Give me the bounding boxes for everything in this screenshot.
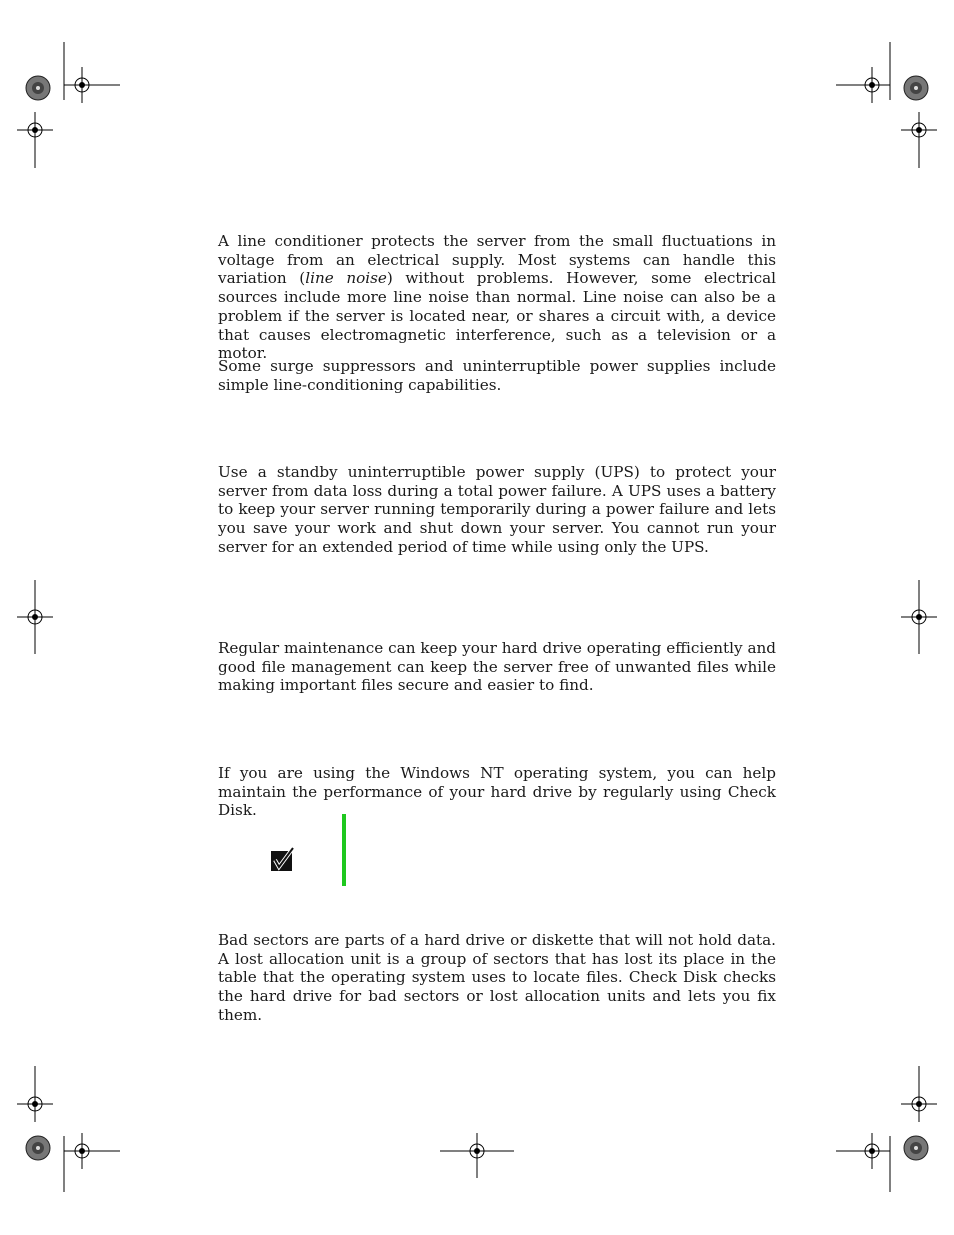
registration-mark — [854, 1133, 890, 1169]
registration-mark — [64, 67, 100, 103]
paragraph-text: A line conditioner protects the server from the small fluctuations in voltage from an electrical supply. Most systems can handle this variation ( — [218, 232, 776, 288]
paragraph-maintenance: Regular maintenance can keep your hard drive operating efficiently and good file management can keep the server free of unwanted files while making important files secure and easier to find. — [218, 639, 776, 695]
paragraph-check-disk-intro: If you are using the Windows NT operating system, you can help maintain the performance of your hard drive by regularly using Check Disk. — [218, 764, 776, 820]
paragraph-ups: Use a standby uninterruptible power supply (UPS) to protect your server from data loss during a total power failure. A UPS uses a battery to keep your server running temporarily during a power failure and lets you save your work and shut down your server. You cannot run your server for an extended period of time while using only the UPS. — [218, 463, 776, 556]
color-target — [26, 1136, 50, 1160]
registration-mark — [17, 599, 53, 635]
registration-mark — [901, 112, 937, 148]
registration-mark — [901, 1086, 937, 1122]
registration-mark — [17, 1086, 53, 1122]
color-target — [904, 1136, 928, 1160]
registration-mark — [901, 599, 937, 635]
color-target — [26, 76, 50, 100]
paragraph-line-conditioner — [218, 232, 776, 363]
registration-mark — [459, 1133, 495, 1169]
checkmark-note-icon — [268, 846, 296, 874]
paragraph-bad-sectors: Bad sectors are parts of a hard drive or diskette that will not hold data. A lost allocation unit is a group of sectors that has lost its place in the table that the operating system uses to locate files. Check Disk checks the hard drive for bad sectors or lost allocation units and lets you fix them. — [218, 931, 776, 1024]
note-bar — [342, 814, 346, 886]
registration-mark — [854, 67, 890, 103]
emphasis-line-noise: line noise — [305, 269, 387, 288]
color-target — [904, 76, 928, 100]
registration-mark — [64, 1133, 100, 1169]
registration-mark — [17, 112, 53, 148]
paragraph-surge: Some surge suppressors and uninterruptible power supplies include simple line-conditioning capabilities. — [218, 357, 776, 394]
paragraph-text: ) without problems. However, some electrical sources include more line noise than normal. Line noise can also be a problem if the server is located near, or shares a circuit with, a device that causes electromagnetic interference, such as a television or a motor. — [218, 269, 776, 363]
